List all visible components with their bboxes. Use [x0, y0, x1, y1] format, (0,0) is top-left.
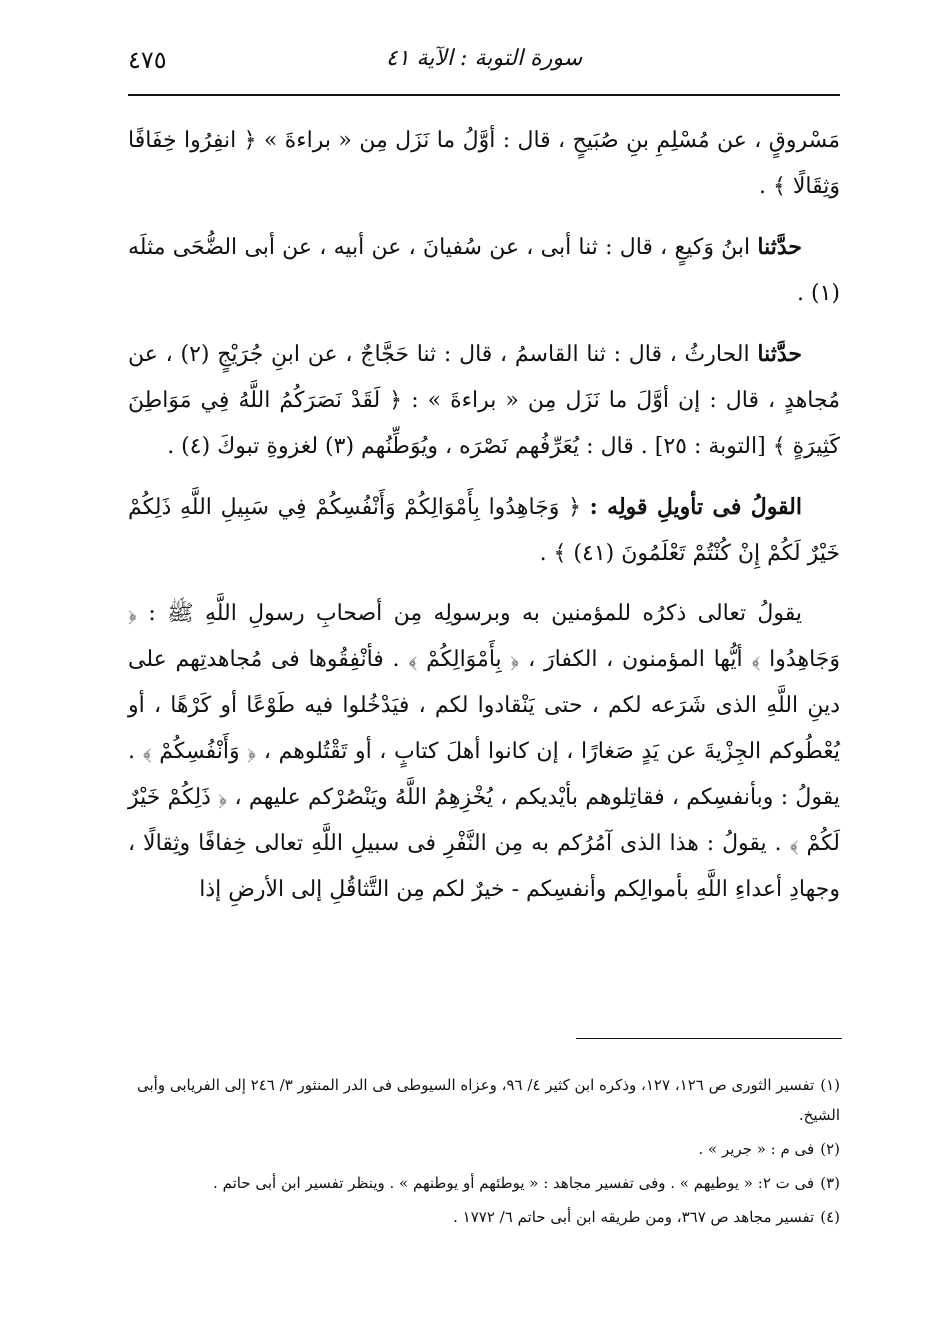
- header-rule: [128, 94, 840, 96]
- paragraph-text: ابنُ وَكيعٍ ، قال : ثنا أبى ، عن سُفيانَ ، عن أبيه ، عن أبى الضُّحَى مثلَه (١) .: [128, 235, 840, 306]
- footnote-separator: [576, 1038, 842, 1039]
- paragraph: [128, 484, 840, 577]
- footnote: [128, 1168, 840, 1198]
- paragraph-text: مَسْروقٍ ، عن مُسْلِمِ بنِ صُبَيحٍ ، قال : أوَّلُ ما نَزَل مِن « براءةَ » ﴿ انفِرُوا خِفَافًا وَثِقَالًا ﴾ .: [128, 128, 840, 199]
- footnote: [128, 1202, 840, 1232]
- paragraph-text: يقولُ تعالى ذكرُه للمؤمنين به وبرسولِه مِن أصحابِ رسولِ اللَّهِ ﷺ : ﴿ وَجَاهِدُوا ﴾ أيُّها المؤمنون ، الكفارَ ، ﴿ بِأَمْوَالِكُمْ ﴾ . فأنْفِقُوها فى مُجاهدتِهم على دينِ اللَّهِ الذى شَرَعه لكم ، حتى يَنْقادوا لكم ، فيَدْخُلوا فيه طَوْعًا أو كَرْهًا ، أو يُعْطُوكم الجِزْيةَ عن يَدٍ صَغارًا ، إن كانوا أهلَ كتابٍ ، أو تَقْتُلوهم ، ﴿ وَأَنْفُسِكُمْ ﴾ . يقولُ : وبأنفسِكم ، فقاتِلوهم بأيْديكم ، يُخْزِهِمُ اللَّهُ ويَنْصُرْكم عليهم ، ﴿ ذَلِكُمْ خَيْرٌ لَكُمْ ﴾ . يقولُ : هذا الذى آمُرُكم به مِن النَّفْرِ فى سبيلِ اللَّهِ تعالى خِفافًا وثِقالًا ، وجهادِ أعداءِ اللَّهِ بأموالِكم وأنفسِكم - خيرٌ لكم مِن التَّثاقُلِ إلى الأرضِ إذا: [128, 601, 840, 902]
- footnote-number: (٢): [820, 1140, 840, 1158]
- footnote-number: (١): [820, 1076, 840, 1094]
- footnotes: [128, 1070, 840, 1236]
- footnote: [128, 1070, 840, 1130]
- paragraph-text: الحارثُ ، قال : ثنا القاسمُ ، قال : ثنا حَجَّاجٌ ، عن ابنِ جُرَيْجٍ (٢) ، عن مُجاهدٍ ، قال : إن أوَّلَ ما نَزَل مِن « براءةَ » : ﴿ لَقَدْ نَصَرَكُمُ اللَّهُ فِي مَوَاطِنَ كَثِيرَةٍ ﴾ [التوبة : ٢٥] . قال : يُعَرِّفُهم نَصْرَه ، ويُوَطِّنُهم (٣) لغزوةِ تبوكَ (٤) .: [128, 342, 840, 459]
- paragraph: [128, 591, 840, 913]
- paragraph-lead: حدَّثنا: [757, 234, 802, 260]
- footnote-number: (٣): [820, 1174, 840, 1192]
- footnote-text: تفسير مجاهد ص ٣٦٧، ومن طريقه ابن أبى حاتم ٦/ ١٧٧٢ .: [453, 1208, 815, 1226]
- footnote: [128, 1134, 840, 1164]
- paragraph-lead: حدَّثنا: [757, 341, 802, 367]
- paragraph-lead: القولُ فى تأويلِ قولِه :: [589, 494, 802, 520]
- main-text: [128, 118, 840, 927]
- paragraph: [128, 331, 840, 470]
- footnote-text: تفسير الثورى ص ١٢٦، ١٢٧، وذكره ابن كثير ٤/ ٩٦، وعزاه السيوطى فى الدر المنثور ٣/ ٢٤٦ إلى الفريابى وأبى الشيخ.: [137, 1076, 840, 1124]
- paragraph: [128, 118, 840, 210]
- footnote-text: فى ت ٢: « يوطيهم » . وفى تفسير مجاهد : « يوطئهم أو يوطنهم » . وينظر تفسير ابن أبى حاتم .: [213, 1174, 815, 1192]
- footnote-text: فى م : « جرير » .: [698, 1140, 815, 1158]
- paragraph: [128, 224, 840, 317]
- page-number: ٤٧٥: [128, 46, 167, 74]
- page-header: [128, 40, 840, 92]
- paragraph-text: ﴿ وَجَاهِدُوا بِأَمْوَالِكُمْ وَأَنْفُسِكُمْ فِي سَبِيلِ اللَّهِ ذَلِكُمْ خَيْرٌ لَكُمْ إِنْ كُنْتُمْ تَعْلَمُونَ (٤١) ﴾ .: [128, 495, 840, 566]
- running-title: سورة التوبة : الآية ٤١: [385, 46, 583, 71]
- footnote-number: (٤): [820, 1208, 840, 1226]
